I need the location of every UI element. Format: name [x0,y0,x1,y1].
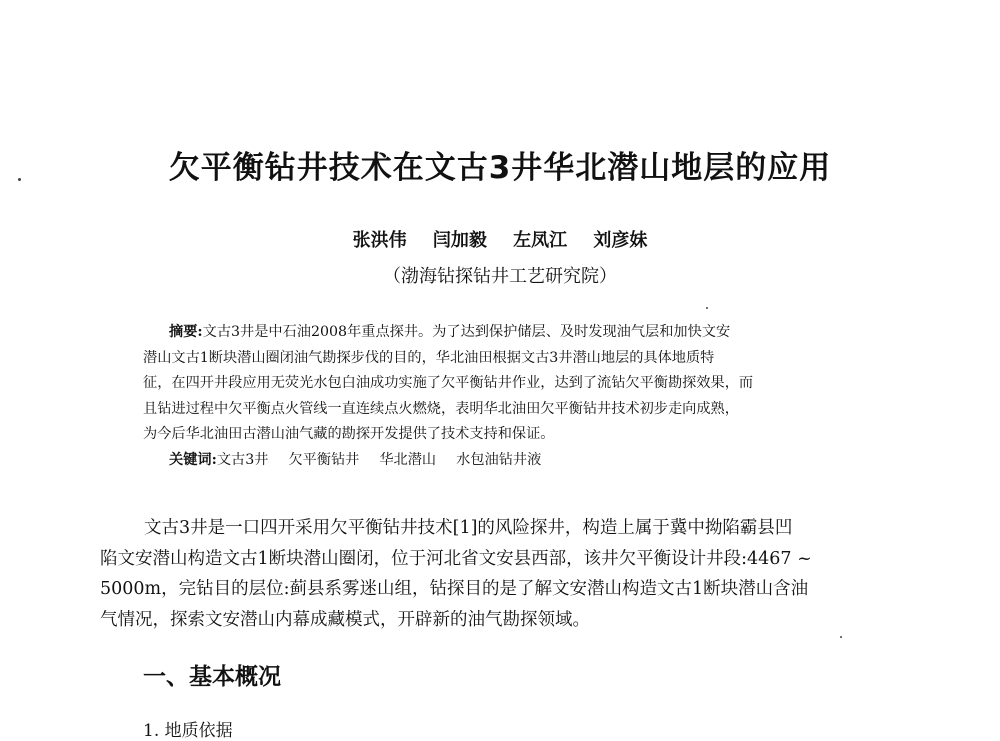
author-name: 左凤江 [513,230,568,251]
paper-title: 欠平衡钻井技术在文古3井华北潜山地层的应用 [168,150,832,186]
scan-speck [706,307,708,309]
abstract-text: 文古3井是中石油2008年重点探井。为了达到保护储层、及时发现油气层和加快文安 [202,324,731,340]
abstract-label: 摘要: [169,324,203,340]
scan-speck [840,636,842,638]
body-line: 5000m，完钻目的层位:蓟县系雾迷山组，钻探目的是了解文安潜山构造文古1断块潜山含油 [100,579,809,599]
keywords [169,449,561,469]
body-line: 气情况，探索文安潜山内幕成藏模式，开辟新的油气勘探领域。 [100,609,590,630]
abstract-line: 潜山文古1断块潜山圈闭油气勘探步伐的目的，华北油田根据文古3井潜山地层的具体地质特 [143,349,715,366]
keyword: 华北潜山 [379,452,437,468]
author-name: 闫加毅 [432,230,487,251]
body-line: 文古3井是一口四开采用欠平衡钻井技术[1]的风险探井，构造上属于冀中拗陷霸县凹 [144,518,793,538]
keywords-label: 关键词: [169,452,217,468]
author-name: 刘彦妹 [593,230,648,251]
body-line: 陷文安潜山构造文古1断块潜山圈闭，位于河北省文安县西部，该井欠平衡设计井段:4467 ~ [100,548,812,569]
section-heading: 一、基本概况 [143,664,281,690]
abstract-line: 征，在四开井段应用无荧光水包白油成功实施了欠平衡钻井作业，达到了流钻欠平衡勘探效果，而 [143,375,754,391]
abstract-line: 为今后华北油田古潜山油气藏的勘探开发提供了技术支持和保证。 [143,426,555,442]
abstract-line: 且钻进过程中欠平衡点火管线一直连续点火燃烧，表明华北油田欠平衡钻井技术初步走向成熟， [143,400,739,417]
subsection-heading: 1. 地质依据 [143,721,233,741]
keyword: 文古3井 [216,452,269,468]
body-paragraph [100,513,915,635]
keyword: 欠平衡钻井 [288,452,360,468]
abstract-line [143,320,891,346]
author-name: 张洪伟 [352,230,407,251]
author-list [0,226,1000,252]
keyword: 水包油钻井液 [456,452,542,468]
affiliation: （渤海钻探钻井工艺研究院） [383,266,617,287]
abstract [143,320,891,448]
